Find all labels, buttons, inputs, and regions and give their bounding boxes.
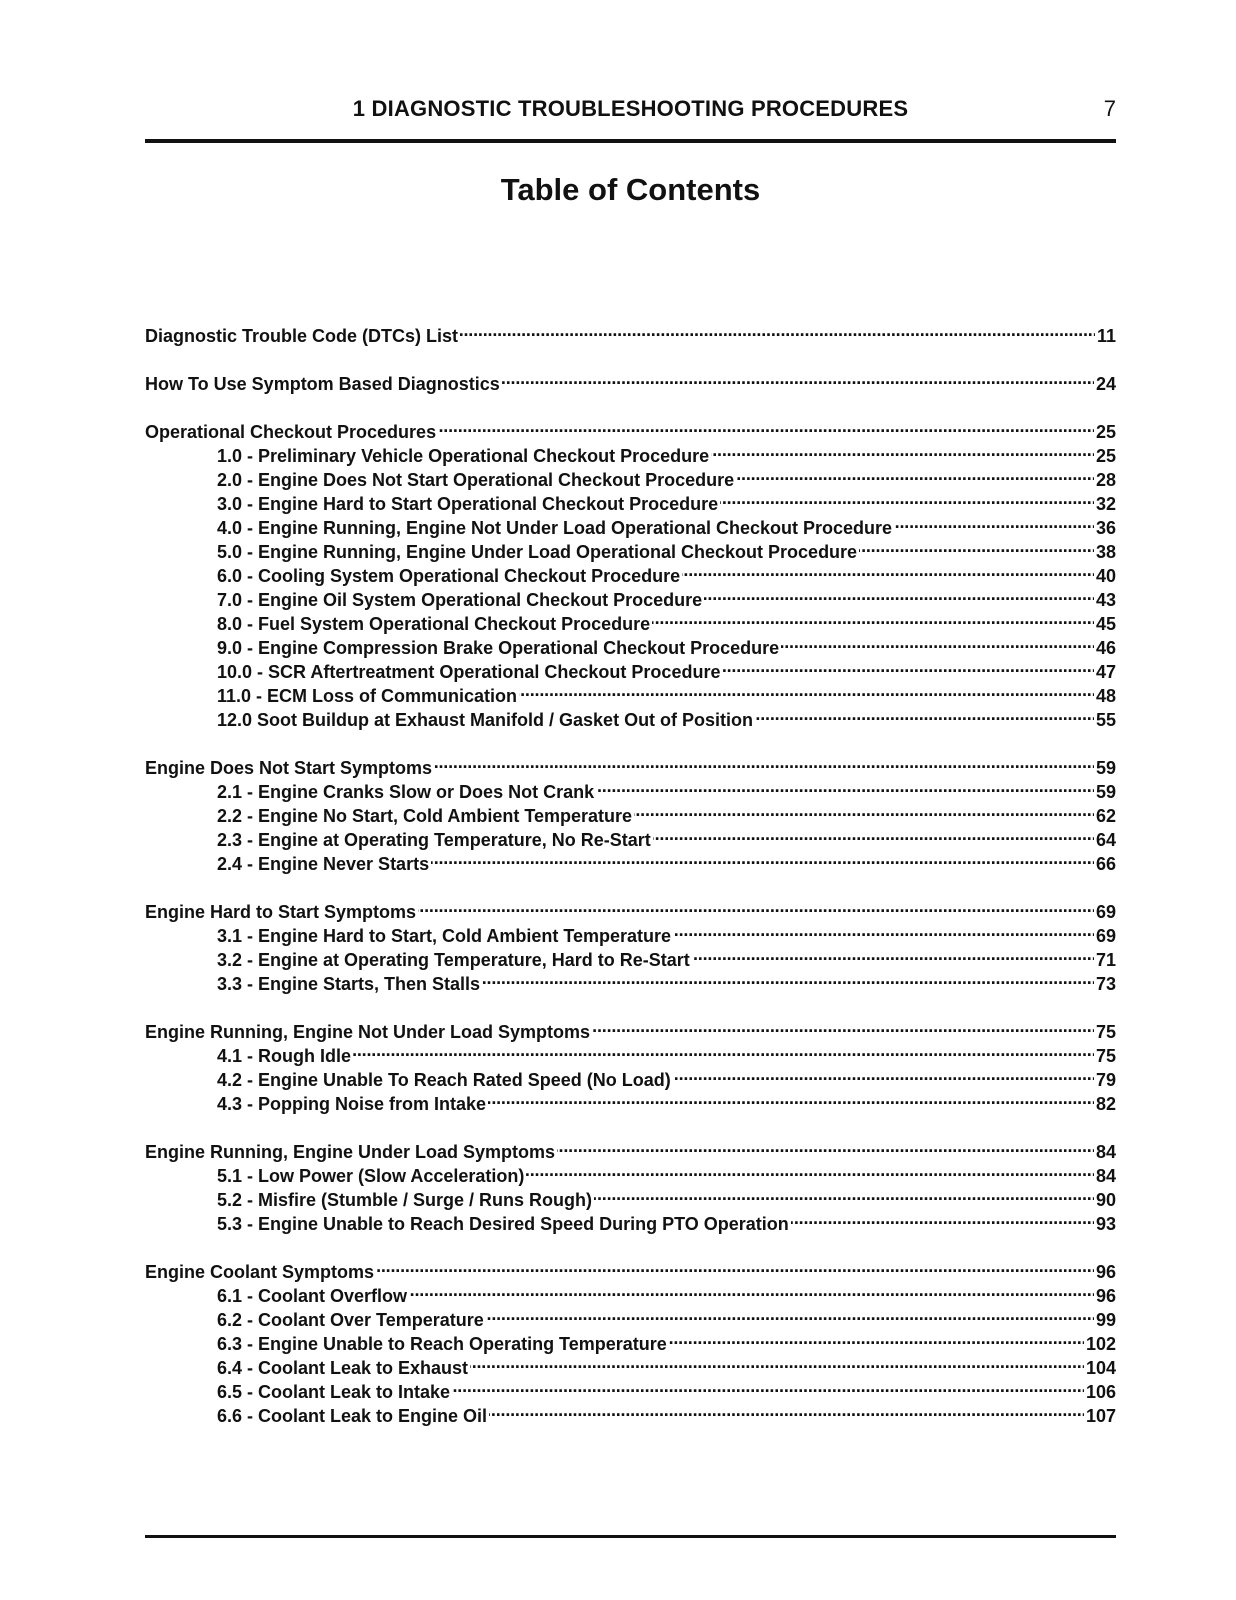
header-rule [145, 139, 1116, 143]
dot-leader [486, 1302, 1094, 1326]
toc-section [145, 414, 1116, 730]
toc-entry-page: 75 [1095, 1046, 1116, 1066]
toc-entry-label: 5.3 - Engine Unable to Reach Desired Speed During PTO Operation [217, 1214, 789, 1234]
toc-entry-page: 104 [1085, 1358, 1116, 1378]
toc-entry-page: 82 [1095, 1094, 1116, 1114]
toc-entry-label: Operational Checkout Procedures [145, 422, 437, 442]
dot-leader [669, 1326, 1084, 1350]
toc-entry-label: 6.3 - Engine Unable to Reach Operating Temperature [217, 1334, 667, 1354]
toc-entry-page: 96 [1095, 1262, 1116, 1282]
toc-entry-label: 4.3 - Popping Noise from Intake [217, 1094, 487, 1114]
dot-leader [673, 1062, 1094, 1086]
toc-entry-label: 6.2 - Coolant Over Temperature [217, 1310, 484, 1330]
toc-entry-label: 4.1 - Rough Idle [217, 1046, 352, 1066]
toc-entry-page: 28 [1095, 470, 1116, 490]
dot-leader [434, 750, 1094, 774]
toc-entry-page: 73 [1095, 974, 1116, 994]
toc-entry-label: Diagnostic Trouble Code (DTCs) List [145, 326, 459, 346]
dot-leader [781, 630, 1094, 654]
toc-entry-label: Engine Hard to Start Symptoms [145, 902, 417, 922]
toc-entry-label: 6.0 - Cooling System Operational Checkout Procedure [217, 566, 681, 586]
toc-entry-page: 75 [1095, 1022, 1116, 1042]
toc-entry-label: 3.2 - Engine at Operating Temperature, Hard to Re-Start [217, 950, 690, 970]
dot-leader [720, 486, 1094, 510]
toc-entry-label: 6.6 - Coolant Leak to Engine Oil [217, 1406, 488, 1426]
toc-entry-page: 32 [1095, 494, 1116, 514]
dot-leader [652, 606, 1094, 630]
dot-leader [460, 318, 1095, 342]
toc-entry-page: 90 [1095, 1190, 1116, 1210]
toc-entry-label: 5.0 - Engine Running, Engine Under Load Operational Checkout Procedure [217, 542, 858, 562]
toc-entry-label: 7.0 - Engine Oil System Operational Checkout Procedure [217, 590, 703, 610]
toc-entry[interactable] [145, 318, 1116, 346]
toc-entry-page: 25 [1095, 446, 1116, 466]
chapter-title: 1 DIAGNOSTIC TROUBLESHOOTING PROCEDURES [352, 96, 909, 121]
dot-leader [452, 1374, 1084, 1398]
toc-entry-page: 45 [1095, 614, 1116, 634]
dot-leader [682, 558, 1094, 582]
dot-leader [594, 1182, 1094, 1206]
toc-entry-page: 59 [1095, 758, 1116, 778]
toc-entry-page: 48 [1095, 686, 1116, 706]
page-number: 7 [1103, 96, 1116, 121]
toc-entry-label: 6.5 - Coolant Leak to Intake [217, 1382, 451, 1402]
toc-entry[interactable] [145, 894, 1116, 922]
dot-leader [634, 798, 1094, 822]
toc-entry-label: How To Use Symptom Based Diagnostics [145, 374, 500, 394]
toc-entry-label: 6.4 - Coolant Leak to Exhaust [217, 1358, 469, 1378]
toc-entry-label: 4.2 - Engine Unable To Reach Rated Speed (No Load) [217, 1070, 671, 1090]
dot-leader [711, 438, 1094, 462]
dot-leader [488, 1086, 1094, 1110]
toc-entry-label: 8.0 - Fuel System Operational Checkout Procedure [217, 614, 651, 634]
toc-entry-page: 79 [1095, 1070, 1116, 1090]
toc-entry[interactable] [145, 1134, 1116, 1162]
toc-entry-label: 4.0 - Engine Running, Engine Not Under Load Operational Checkout Procedure [217, 518, 893, 538]
toc-section [145, 750, 1116, 874]
toc-entry-page: 102 [1085, 1334, 1116, 1354]
toc-entry-page: 84 [1095, 1142, 1116, 1162]
toc-entry-label: 2.0 - Engine Does Not Start Operational Checkout Procedure [217, 470, 735, 490]
toc-entry-label: 10.0 - SCR Aftertreatment Operational Checkout Procedure [217, 662, 721, 682]
dot-leader [519, 678, 1094, 702]
toc-entry-label: 2.3 - Engine at Operating Temperature, No Re-Start [217, 830, 651, 850]
toc-entry-page: 66 [1095, 854, 1116, 874]
dot-leader [859, 534, 1094, 558]
toc-entry[interactable] [145, 1254, 1116, 1282]
toc-entry-page: 107 [1085, 1406, 1116, 1426]
dot-leader [673, 918, 1094, 942]
toc-entry-label: 3.1 - Engine Hard to Start, Cold Ambient Temperature [217, 926, 672, 946]
toc-entry-label: 5.2 - Misfire (Stumble / Surge / Runs Rough) [217, 1190, 593, 1210]
toc-entry-label: 6.1 - Coolant Overflow [217, 1286, 408, 1306]
toc-entry-page: 47 [1095, 662, 1116, 682]
toc-entry-page: 43 [1095, 590, 1116, 610]
toc-entry-page: 71 [1095, 950, 1116, 970]
dot-leader [596, 774, 1094, 798]
toc-entry-label: 3.0 - Engine Hard to Start Operational Checkout Procedure [217, 494, 719, 514]
dot-leader [557, 1134, 1094, 1158]
toc-entry-page: 40 [1095, 566, 1116, 586]
dot-leader [894, 510, 1094, 534]
toc-entry-page: 84 [1095, 1166, 1116, 1186]
dot-leader [704, 582, 1094, 606]
dot-leader [722, 654, 1094, 678]
toc-entry-page: 11 [1096, 326, 1116, 346]
toc-section [145, 1134, 1116, 1234]
toc-entry-page: 64 [1095, 830, 1116, 850]
dot-leader [489, 1398, 1084, 1422]
toc-entry-page: 99 [1095, 1310, 1116, 1330]
dot-leader [470, 1350, 1084, 1374]
toc-entry-page: 93 [1095, 1214, 1116, 1234]
toc-section [145, 1014, 1116, 1114]
toc-section [145, 318, 1116, 346]
table-of-contents [145, 318, 1116, 1446]
dot-leader [755, 702, 1094, 726]
toc-entry-label: 12.0 Soot Buildup at Exhaust Manifold / Gasket Out of Position [217, 710, 754, 730]
toc-entry-page: 36 [1095, 518, 1116, 538]
toc-entry-label: Engine Running, Engine Under Load Symptoms [145, 1142, 556, 1162]
toc-entry-page: 59 [1095, 782, 1116, 802]
dot-leader [791, 1206, 1094, 1230]
toc-entry-page: 62 [1095, 806, 1116, 826]
toc-entry-page: 55 [1095, 710, 1116, 730]
toc-section [145, 1254, 1116, 1426]
dot-leader [592, 1014, 1094, 1038]
document-title: Table of Contents [500, 172, 761, 207]
toc-entry-label: 1.0 - Preliminary Vehicle Operational Checkout Procedure [217, 446, 710, 466]
toc-entry-label: 2.1 - Engine Cranks Slow or Does Not Crank [217, 782, 595, 802]
toc-entry-page: 106 [1085, 1382, 1116, 1402]
dot-leader [502, 366, 1094, 390]
page-header [145, 96, 1116, 126]
toc-entry-label: Engine Does Not Start Symptoms [145, 758, 433, 778]
dot-leader [376, 1254, 1094, 1278]
toc-entry-label: Engine Coolant Symptoms [145, 1262, 375, 1282]
toc-section [145, 894, 1116, 994]
toc-entry-page: 25 [1095, 422, 1116, 442]
toc-entry-label: 9.0 - Engine Compression Brake Operational Checkout Procedure [217, 638, 780, 658]
toc-entry-label: 11.0 - ECM Loss of Communication [217, 686, 518, 706]
toc-entry-label: 2.2 - Engine No Start, Cold Ambient Temperature [217, 806, 633, 826]
toc-entry-label: 3.3 - Engine Starts, Then Stalls [217, 974, 481, 994]
toc-entry-label: 5.1 - Low Power (Slow Acceleration) [217, 1166, 525, 1186]
dot-leader [653, 822, 1094, 846]
toc-entry-label: 2.4 - Engine Never Starts [217, 854, 430, 874]
toc-entry-page: 46 [1095, 638, 1116, 658]
dot-leader [482, 966, 1094, 990]
dot-leader [692, 942, 1094, 966]
toc-entry-page: 69 [1095, 926, 1116, 946]
toc-entry[interactable] [145, 750, 1116, 778]
dot-leader [431, 846, 1094, 870]
dot-leader [526, 1158, 1094, 1182]
dot-leader [438, 414, 1094, 438]
footer-rule [145, 1535, 1116, 1538]
toc-entry-page: 38 [1095, 542, 1116, 562]
toc-entry-page: 69 [1095, 902, 1116, 922]
dot-leader [418, 894, 1094, 918]
toc-section [145, 366, 1116, 394]
toc-entry[interactable] [145, 414, 1116, 442]
toc-entry-label: Engine Running, Engine Not Under Load Symptoms [145, 1022, 590, 1042]
toc-entry-page: 24 [1095, 374, 1116, 394]
dot-leader [353, 1038, 1094, 1062]
toc-entry-page: 96 [1095, 1286, 1116, 1306]
dot-leader [736, 462, 1094, 486]
dot-leader [409, 1278, 1094, 1302]
toc-entry[interactable] [145, 1014, 1116, 1042]
toc-entry[interactable] [145, 366, 1116, 394]
